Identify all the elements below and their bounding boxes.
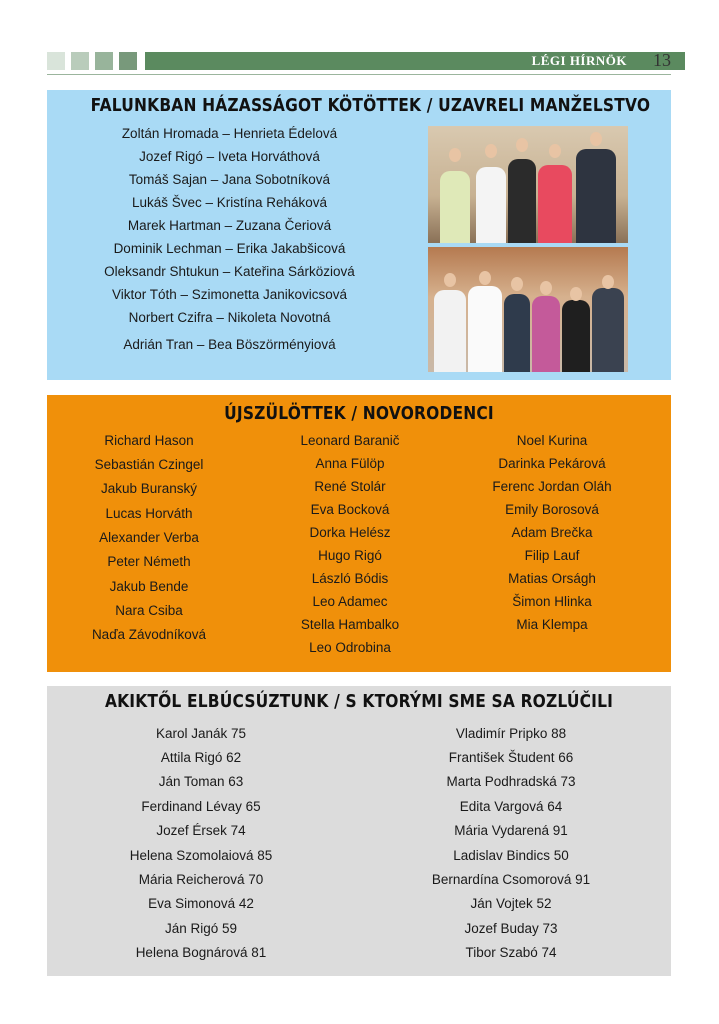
photo-figure [592,288,624,372]
list-item: Naďa Závodníková [91,627,207,642]
couple-item: Jozef Rigó – Iveta Horváthová [139,149,320,164]
list-item: Alexander Verba [99,530,199,545]
list-item: Jozef Buday 73 [464,921,558,936]
list-item: Matias Orságh [508,571,596,586]
list-item: Ján Vojtek 52 [470,896,552,911]
list-item: Leo Odrobina [309,640,391,655]
couple-item: Norbert Czifra – Nikoleta Novotná [128,310,331,325]
list-item: Marta Podhradská 73 [446,774,576,789]
publication-title: LÉGI HÍRNÖK [531,53,627,68]
list-item: Anna Fülöp [315,456,385,471]
list-item: Emily Borosová [505,502,599,517]
photo-figure-head [449,148,461,162]
list-item: Eva Bocková [310,502,390,517]
list-item: Eva Simonová 42 [148,896,254,911]
couple-item: Viktor Tóth – Szimonetta Janikovicsová [111,287,348,302]
photo-figure-head [479,271,491,285]
list-item: Sebastián Czingel [94,457,204,472]
list-item: Mia Klempa [516,617,588,632]
list-item: Bernardína Csomorová 91 [431,872,591,887]
list-item: Jakub Bende [109,579,189,594]
photo-figure-head [444,273,456,287]
couple-item: Oleksandr Shtukun – Kateřina Sárköziová [104,264,355,279]
header-divider [47,74,671,75]
photo-figure-head [485,144,497,158]
list-item: Mária Vydarená 91 [454,823,568,838]
deaths-section [47,686,671,976]
list-item: René Stolár [314,479,386,494]
list-item: František Študent 66 [448,750,574,765]
photo-figure-head [570,287,582,301]
decorative-square [119,52,137,70]
photo-figure [434,290,466,372]
photo-figure-head [511,277,523,291]
list-item: Helena Bognárová 81 [135,945,267,960]
photo-figure-head [549,144,561,158]
list-item: Lucas Horváth [105,506,193,521]
photo-figure-head [516,138,528,152]
couple-item: Tomáš Sajan – Jana Sobotníková [128,172,331,187]
list-item: Ferdinand Lévay 65 [141,799,261,814]
couple-item: Zoltán Hromada – Henrieta Édelová [121,126,338,141]
decorative-square [71,52,89,70]
list-item: Dorka Helész [309,525,391,540]
list-item: Mária Reicherová 70 [138,872,264,887]
couple-item: Lukáš Švec – Kristína Reháková [131,195,328,210]
photo-figure [440,171,470,243]
list-item: Hugo Rigó [318,548,382,563]
list-item: Adam Brečka [511,525,593,540]
wedding-photo [428,126,628,243]
page-header [47,52,671,76]
list-item: Nara Csiba [115,603,183,618]
births-section [47,395,671,672]
list-item: Šimon Hlinka [512,594,592,609]
list-item: Jakub Buranský [100,481,198,496]
list-item: Vladimír Pripko 88 [455,726,567,741]
list-item: Richard Hason [104,433,194,448]
list-item: Peter Németh [107,554,191,569]
list-item: Stella Hambalko [300,617,400,632]
photo-figure [532,296,560,372]
weddings-title: FALUNKBAN HÁZASSÁGOT KÖTÖTTEK / UZAVRELI MANŽELSTVO [90,95,651,116]
list-item: Leonard Baranič [300,433,400,448]
list-item: Tibor Szabó 74 [465,945,557,960]
list-item: Ferenc Jordan Oláh [492,479,612,494]
list-item: Ján Toman 63 [158,774,244,789]
photo-figure [476,167,506,243]
photo-figure-head [540,281,552,295]
page-number: 13 [653,50,671,70]
list-item: Leo Adamec [312,594,388,609]
list-item: Ján Rigó 59 [164,921,238,936]
couple-item: Marek Hartman – Zuzana Čeriová [127,218,332,233]
couple-item: Dominik Lechman – Erika Jakabšicová [113,241,346,256]
list-item: Filip Lauf [524,548,580,563]
photo-figure-head [590,132,602,146]
photo-figure-head [602,275,614,289]
photo-figure [576,149,616,243]
photo-figure [538,165,572,243]
photo-figure [504,294,530,372]
list-item: Helena Szomolaiová 85 [129,848,273,863]
weddings-section [47,90,671,380]
list-item: Edita Vargová 64 [459,799,563,814]
list-item: Ladislav Bindics 50 [453,848,569,863]
decorative-square [95,52,113,70]
list-item: Attila Rigó 62 [160,750,242,765]
wedding-photo [428,247,628,372]
photo-figure [468,286,502,372]
couple-item: Adrián Tran – Bea Böszörményiová [123,337,336,352]
list-item: Noel Kurina [516,433,588,448]
photo-figure [562,300,590,372]
births-title: ÚJSZÜLÖTTEK / NOVORODENCI [224,403,494,424]
list-item: Karol Janák 75 [155,726,247,741]
list-item: László Bódis [311,571,389,586]
deaths-title: AKIKTŐL ELBÚCSÚZTUNK / S KTORÝMI SME SA ROZLÚČILI [104,691,614,712]
photo-figure [508,159,536,243]
decorative-square [47,52,65,70]
list-item: Jozef Érsek 74 [156,823,246,838]
list-item: Darinka Pekárová [498,456,606,471]
